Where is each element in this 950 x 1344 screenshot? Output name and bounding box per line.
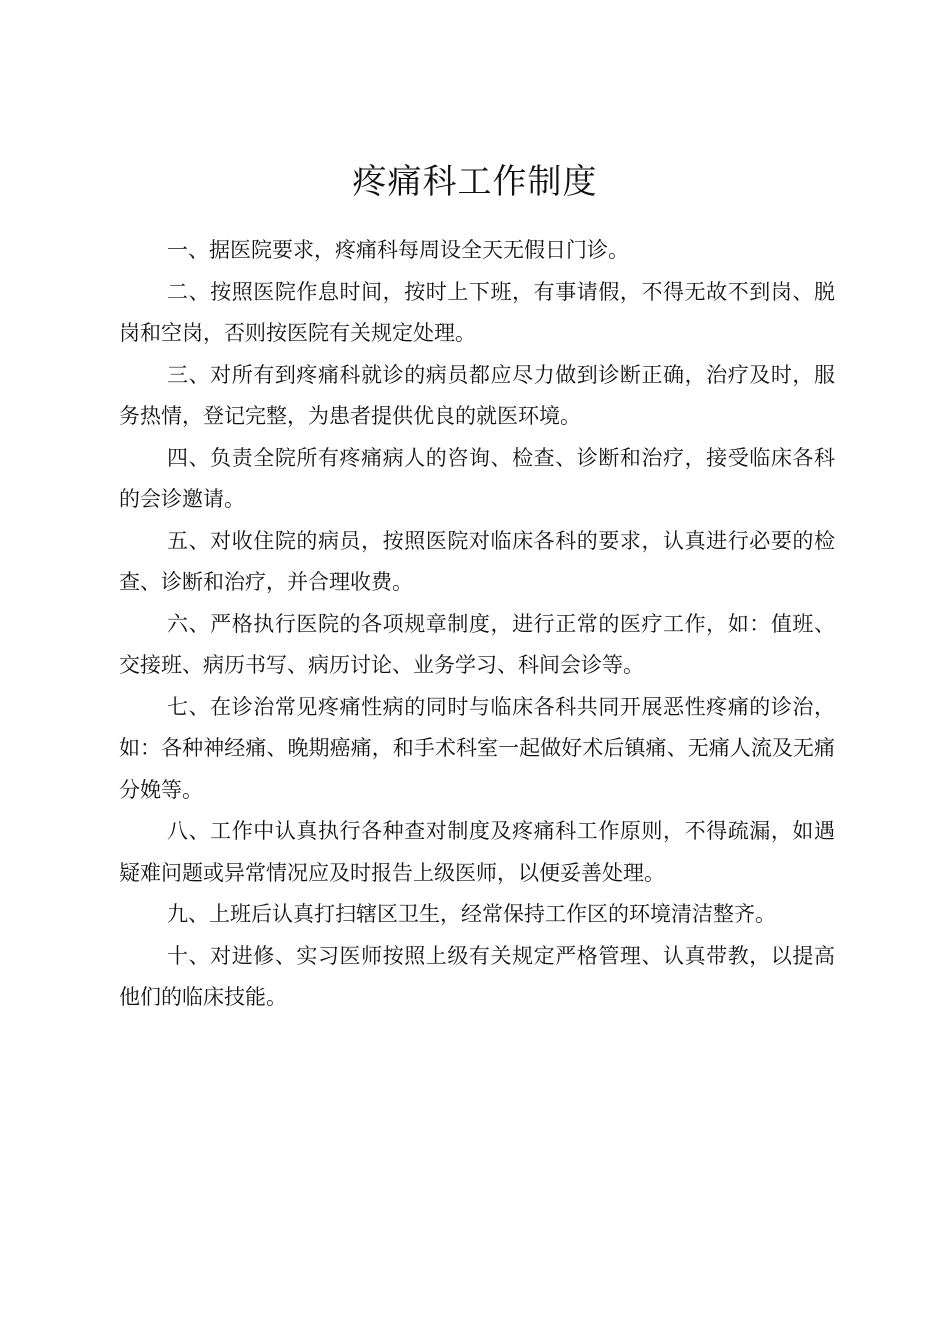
- paragraph-3: 三、对所有到疼痛科就诊的病员都应尽力做到诊断正确，治疗及时，服务热情，登记完整，为患者提供优良的就医环境。: [119, 362, 835, 428]
- document-body: [119, 230, 835, 1019]
- paragraph-7: 七、在诊治常见疼痛性病的同时与临床各科共同开展恶性疼痛的诊治，如：各种神经痛、晚期癌痛，和手术科室一起做好术后镇痛、无痛人流及无痛分娩等。: [119, 694, 835, 802]
- paragraph-4: 四、负责全院所有疼痛病人的咨询、检查、诊断和治疗，接受临床各科的会诊邀请。: [119, 445, 835, 511]
- paragraph-8: 八、工作中认真执行各种查对制度及疼痛科工作原则，不得疏漏，如遇疑难问题或异常情况应及时报告上级医师，以便妥善处理。: [119, 819, 835, 885]
- paragraph-6: 六、严格执行医院的各项规章制度，进行正常的医疗工作，如：值班、交接班、病历书写、病历讨论、业务学习、科间会诊等。: [119, 611, 835, 677]
- paragraph-9: 九、上班后认真打扫辖区卫生，经常保持工作区的环境清洁整齐。: [167, 902, 776, 926]
- paragraph-10: 十、对进修、实习医师按照上级有关规定严格管理、认真带教，以提高他们的临床技能。: [119, 943, 835, 1009]
- paragraph-2: 二、按照医院作息时间，按时上下班，有事请假，不得无故不到岗、脱岗和空岗，否则按医院有关规定处理。: [119, 279, 835, 345]
- paragraph-5: 五、对收住院的病员，按照医院对临床各科的要求，认真进行必要的检查、诊断和治疗，并合理收费。: [119, 528, 835, 594]
- document-title: 疼痛科工作制度: [352, 162, 598, 202]
- paragraph-1: 一、据医院要求，疼痛科每周设全天无假日门诊。: [167, 238, 629, 262]
